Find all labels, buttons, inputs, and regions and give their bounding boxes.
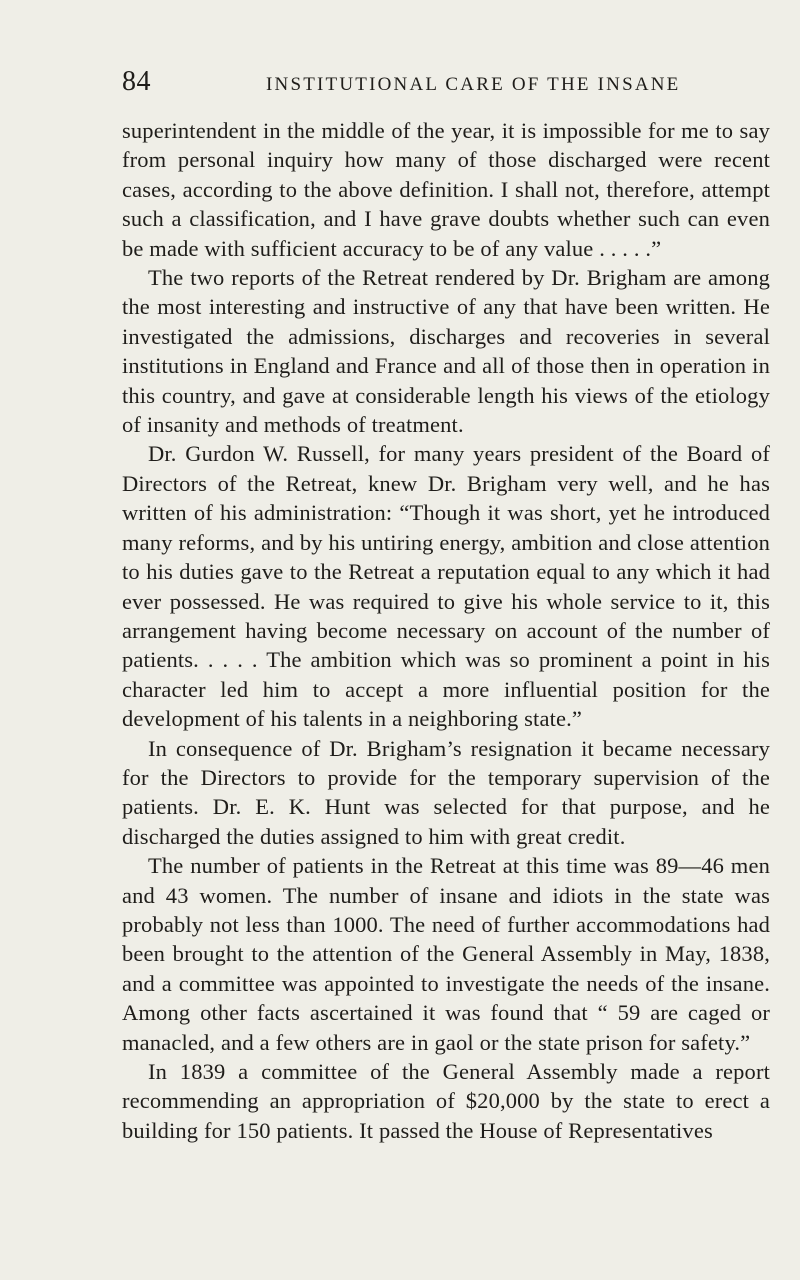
paragraph-patient-numbers: The number of patients in the Retreat at this time was 89—46 men and 43 women. The number of insane and idiots in the state was probably not less than 1000. The need of further accommodations had been brought to the attention of the General Assembly in May, 1838, and a committee was appointed to investigate the needs of the insane. Among other facts ascertained it was found that “ 59 are caged or manacled, and a few others are in gaol or the state prison for safety.”: [122, 853, 770, 1055]
running-head: INSTITUTIONAL CARE OF THE INSANE: [266, 74, 681, 95]
page-header: [122, 66, 740, 106]
body-text: [122, 116, 770, 1145]
paragraph-russell-quote: Dr. Gurdon W. Russell, for many years president of the Board of Directors of the Retreat, knew Dr. Brigham very well, and he has written of his administration: “Though it was short, yet he introduced many reforms, and by his untiring energy, ambition and close attention to his duties gave to the Retreat a reputation equal to any which it had ever possessed. He was required to give his whole service to it, this arrangement having become necessary on account of the number of patients. . . . . The ambition which was so prominent a point in his character led him to accept a more influential position for the development of his talents in a neighboring state.”: [122, 441, 770, 732]
paragraph-brigham-reports: The two reports of the Retreat rendered by Dr. Brigham are among the most interesting and instructive of any that have been written. He investigated the admissions, discharges and recoveries in several institutions in England and France and all of those then in operation in this country, and gave at considerable length his views of the etiology of insanity and methods of treatment.: [122, 265, 770, 438]
paragraph-resignation: In consequence of Dr. Brigham’s resignation it became necessary for the Directors to provide for the temporary supervision of the patients. Dr. E. K. Hunt was selected for that purpose, and he discharged the duties assigned to him with great credit.: [122, 735, 770, 849]
paragraph-continued: superintendent in the middle of the year, it is impossible for me to say from personal inquiry how many of those discharged were recent cases, according to the above definition. I shall not, therefore, attempt such a classification, and I have grave doubts whether such can even be made with sufficient accuracy to be of any value . . . . .”: [122, 118, 770, 261]
page-number: 84: [122, 66, 151, 97]
paragraph-appropriation: In 1839 a committee of the General Assembly made a report recommending an appropriation of $20,000 by the state to erect a building for 150 patients. It passed the House of Representatives: [122, 1059, 770, 1143]
